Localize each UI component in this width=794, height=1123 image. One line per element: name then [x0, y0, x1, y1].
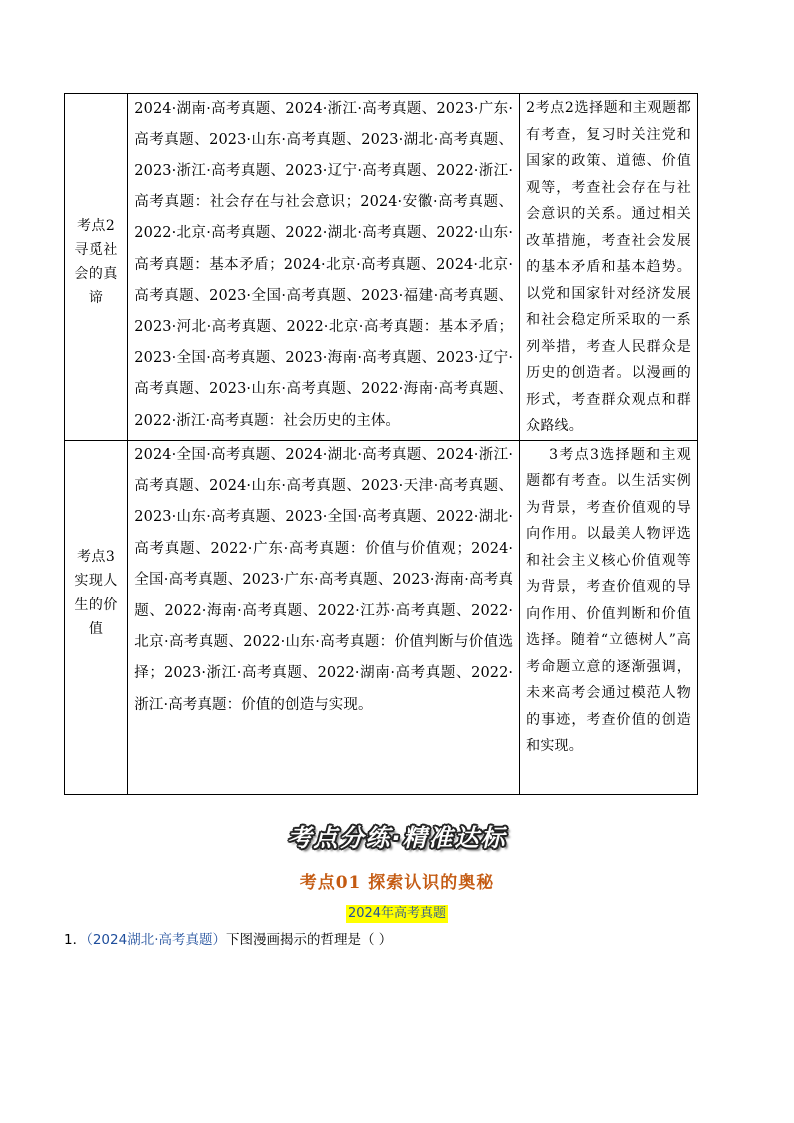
year-tag: 2024年高考真题	[347, 906, 447, 921]
table-row	[65, 440, 698, 794]
sources-cell	[128, 440, 520, 794]
exam-sources-text: 2024·全国·高考真题、2024·湖北·高考真题、2024·浙江·高考真题、2024·山东·高考真题、2023·天津·高考真题、2023·山东·高考真题、2023·全国·高考真题、2022·湖北·高考真题、2022·广东·高考真题：价值与价值观；2024·全国·高考真题、2023·广东·高考真题、2023·海南·高考真题、2022·海南·高考真题、2022·江苏·高考真题、2022·北京·高考真题、2022·山东·高考真题：价值判断与价值选择；2023·浙江·高考真题、2022·湖南·高考真题、2022·浙江·高考真题：价值的创造与实现。	[134, 447, 514, 713]
exam-sources-text: 2024·湖南·高考真题、2024·浙江·高考真题、2023·广东·高考真题、2023·山东·高考真题、2023·湖北·高考真题、2023·浙江·高考真题、2023·辽宁·高考真题、2022·浙江·高考真题：社会存在与社会意识；2024·安徽·高考真题、2022·北京·高考真题、2022·湖北·高考真题、2022·山东·高考真题：基本矛盾；2024·北京·高考真题、2024·北京·高考真题、2023·全国·高考真题、2023·福建·高考真题、2023·河北·高考真题、2022·北京·高考真题：基本矛盾；2023·全国·高考真题、2023·海南·高考真题、2023·辽宁·高考真题、2023·山东·高考真题、2022·海南·高考真题、2022·浙江·高考真题：社会历史的主体。	[134, 100, 514, 429]
topic-label: 考点2寻觅社会的真谛	[74, 218, 118, 306]
table-row	[65, 94, 698, 441]
analysis-cell	[520, 440, 698, 794]
question-source: （2024湖北·高考真题）	[86, 932, 226, 948]
question-number: 1．	[64, 932, 87, 948]
section-title: 考点01 探索认识的奥秘	[299, 873, 495, 893]
topic-cell	[65, 440, 128, 794]
year-tag-wrapper	[0, 902, 794, 923]
section-banner: 考点分练·精准达标	[287, 824, 507, 852]
topic-analysis-text: 3考点3选择题和主观题都有考查。以生活实例为背景，考查价值观的导向作用。以最美人物评选和社会主义核心价值观等为背景，考查价值观的导向作用、价值判断和价值选择。随着“立德树人”高考命题立意的逐渐强调，未来高考会通过模范人物的事迹，考查价值的创造和实现。	[526, 446, 691, 754]
topic-cell	[65, 94, 128, 441]
analysis-cell	[520, 94, 698, 441]
sources-cell	[128, 94, 520, 441]
exam-topic-table	[64, 93, 698, 795]
topic-label: 考点3实现人生的价值	[74, 548, 118, 637]
topic-analysis-text: 2考点2选择题和主观题都有考查，复习时关注党和国家的政策、道德、价值观等，考查社会存在与社会意识的关系。通过相关改革措施，考查社会发展的基本矛盾和基本趋势。以党和国家针对经济发展和社会稳定所采取的一系列举措，考查人民群众是历史的创造者。以漫画的形式，考查群众观点和群众路线。	[526, 100, 691, 434]
question-stem: 下图漫画揭示的哲理是（ ）	[226, 932, 393, 948]
question-1	[64, 930, 392, 950]
